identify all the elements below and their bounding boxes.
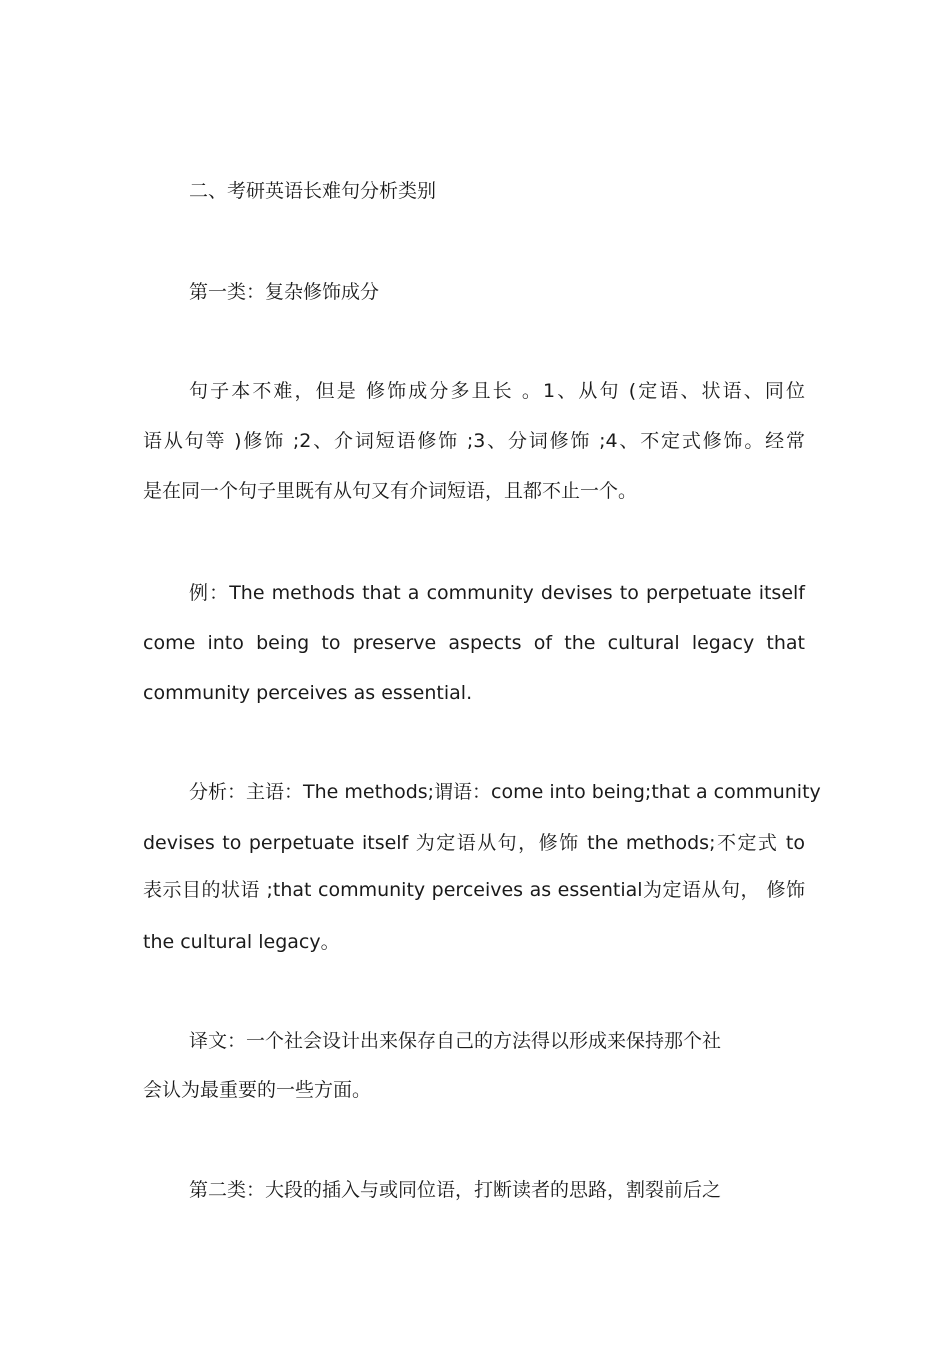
analysis-line: 表示目的状语 ;that community perceives as essential为定语从句， 修饰 <box>143 879 805 901</box>
section-heading: 二、考研英语长难句分析类别 <box>189 180 437 202</box>
analysis-line: devises to perpetuate itself 为定语从句，修饰 the methods;不定式 to <box>143 832 805 854</box>
example-line: community perceives as essential. <box>143 682 473 704</box>
translation-line: 译文：一个社会设计出来保存自己的方法得以形成来保持那个社 <box>189 1030 722 1052</box>
paragraph-1-line: 语从句等 )修饰 ;2、介词短语修饰 ;3、分词修饰 ;4、不定式修饰。经常 <box>143 430 805 452</box>
analysis-line: the cultural legacy。 <box>143 931 340 953</box>
example-line: come into being to preserve aspects of the cultural legacy that <box>143 632 805 654</box>
paragraph-1-line: 是在同一个句子里既有从句又有介词短语，且都不止一个。 <box>143 480 638 502</box>
translation-line: 会认为最重要的一些方面。 <box>143 1079 372 1101</box>
category-2-title: 第二类：大段的插入与或同位语，打断读者的思路，割裂前后之 <box>189 1179 722 1201</box>
category-1-title: 第一类：复杂修饰成分 <box>189 281 380 303</box>
paragraph-1-line: 句子本不难，但是 修饰成分多且长 。1、从句 (定语、状语、同位 <box>189 380 805 402</box>
example-line: 例：The methods that a community devises to perpetuate itself <box>189 582 805 604</box>
analysis-line: 分析：主语：The methods;谓语：come into being;that a community <box>189 781 821 803</box>
